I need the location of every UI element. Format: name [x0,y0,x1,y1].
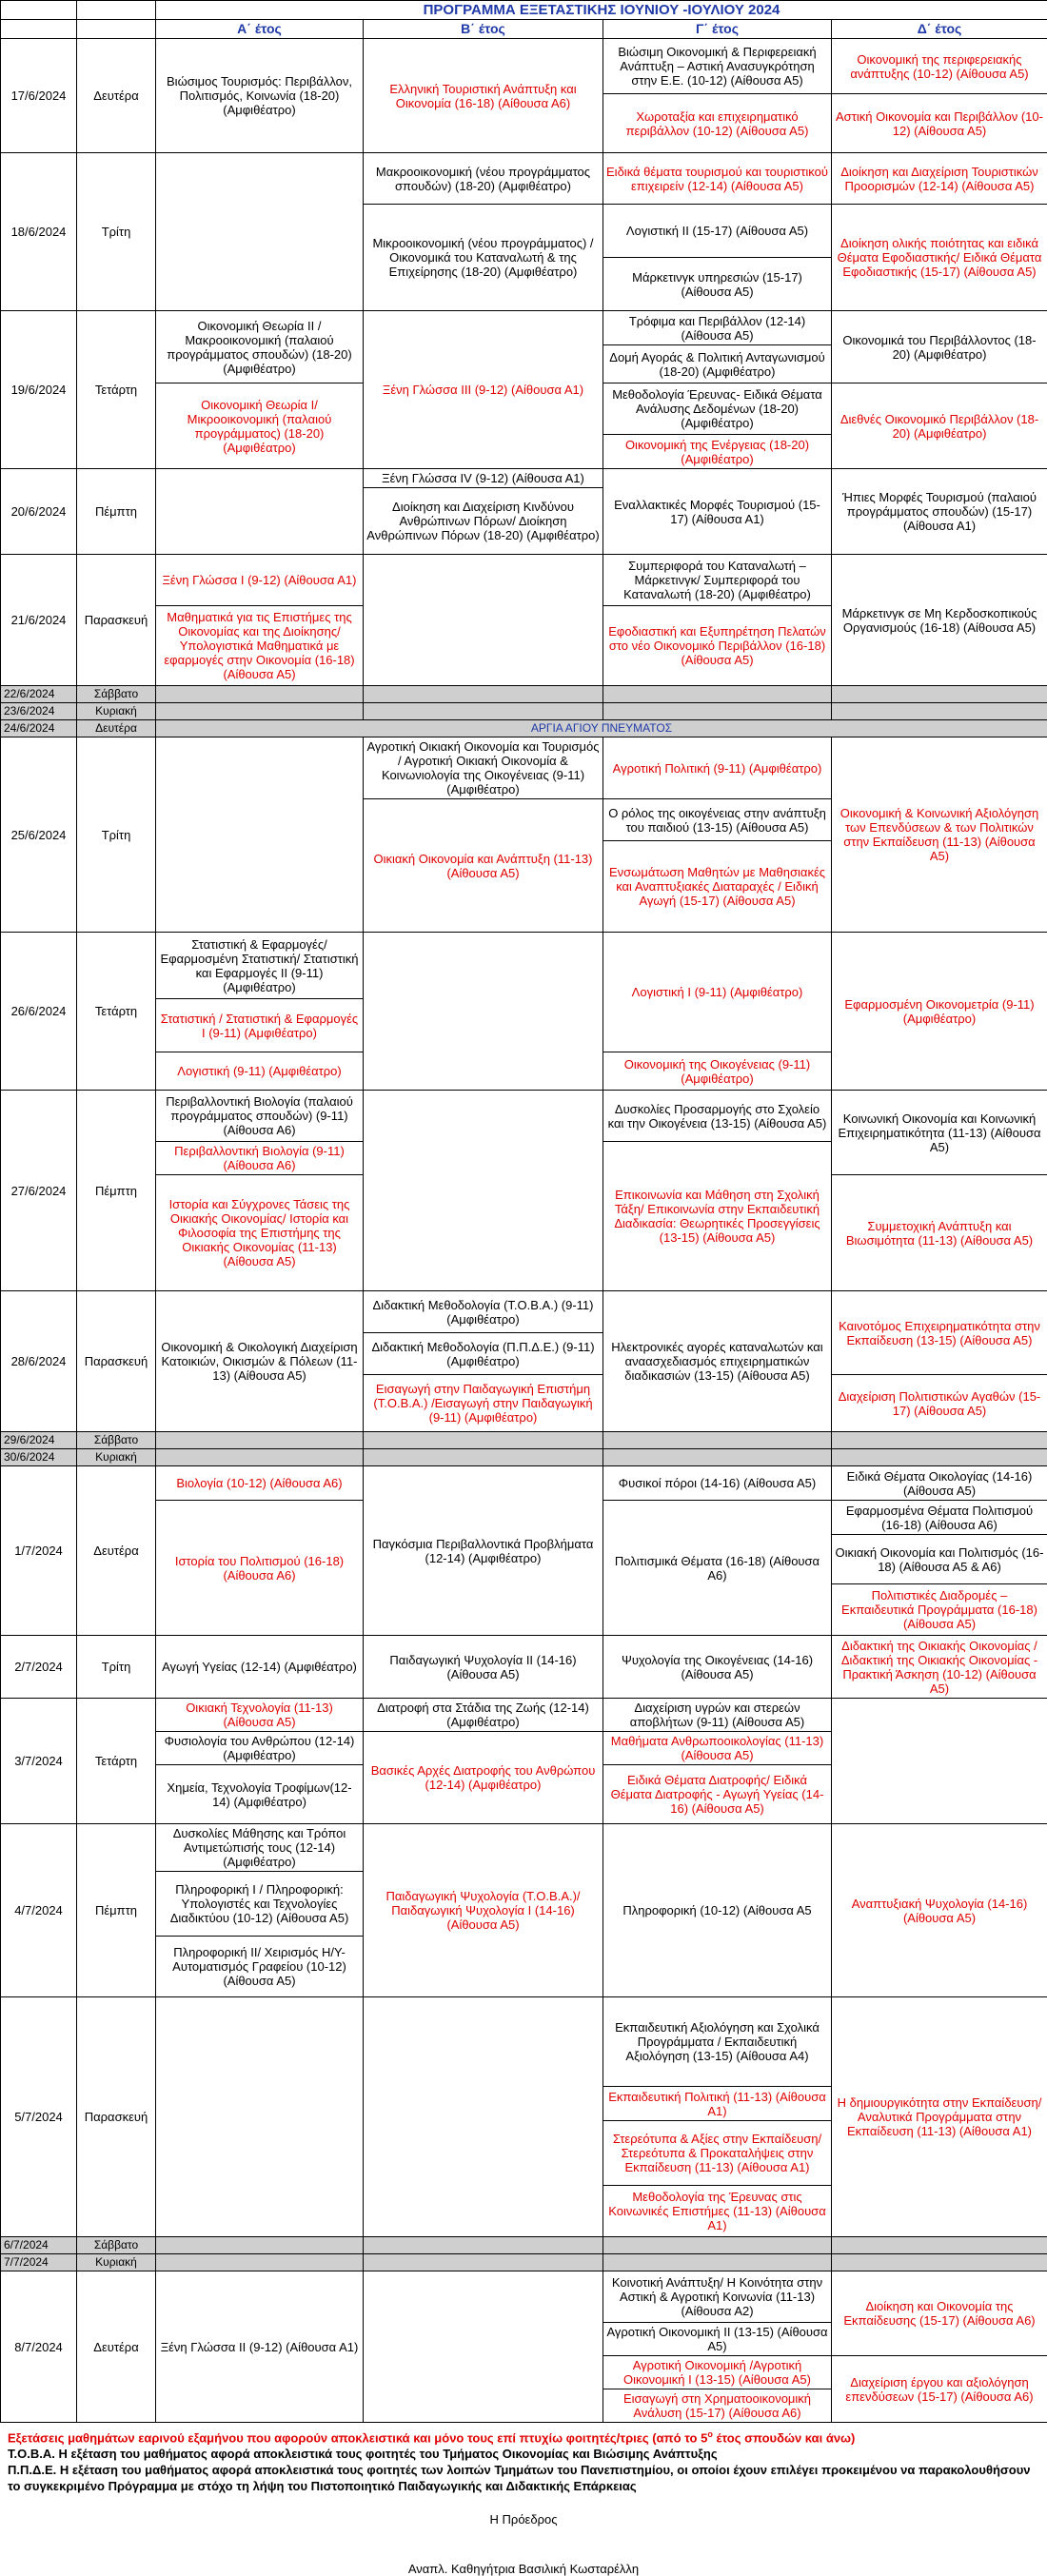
date-cell: 22/6/2024 [1,686,77,703]
exam-cell: Ιστορία του Πολιτισμού (16-18) (Αίθουσα Α6) [156,1501,364,1636]
exam-cell: Ειδικά θέματα τουρισμού και τουριστικού επιχειρείν (12-14) (Αίθουσα Α5) [603,153,832,205]
exam-cell: Αγροτική Οικονομική /Αγροτική Οικονομική Ι (13-15) (Αίθουσα Α5) [603,2356,832,2389]
exam-cell: Μαθηματικά για τις Επιστήμες της Οικονομίας και της Διοίκησης/ Υπολογιστικά Μαθηματικά με εφαρμογές στην Οικονομία (16-18) (Αίθουσα Α5) [156,606,364,686]
exam-cell: Ειδικά Θέματα Οικολογίας (14-16) (Αίθουσα Α5) [832,1466,1047,1501]
exam-cell: Οικονομική & Οικολογική Διαχείριση Κατοικιών, Οικισμών & Πόλεων (11-13) (Αίθουσα Α5) [156,1291,364,1432]
day-row [1,469,1047,488]
exam-cell: Οικονομική της Ενέργειας (18-20) (Αμφιθέατρο) [603,435,832,469]
exam-cell: Ξένη Γλώσσα ΙΙΙ (9-12) (Αίθουσα Α1) [364,311,603,469]
exam-cell: Εφαρμοσμένη Οικονομετρία (9-11) (Αμφιθέατρο) [832,933,1047,1091]
weekday-cell: Τετάρτη [77,933,156,1091]
date-cell: 29/6/2024 [1,1432,77,1449]
exam-cell: Αναπτυξιακή Ψυχολογία (14-16) (Αίθουσα Α5) [832,1824,1047,1997]
exam-cell: Διατροφή στα Στάδια της Ζωής (12-14) (Αμφιθέατρο) [364,1699,603,1732]
exam-cell: Εκπαιδευτική Πολιτική (11-13) (Αίθουσα Α1) [603,2087,832,2121]
exam-cell: Διδακτική Μεθοδολογία (Τ.Ο.Β.Α.) (9-11) (Αμφιθέατρο) [364,1291,603,1333]
exam-cell: Ειδικά Θέματα Διατροφής/ Ειδικά Θέματα Διατροφής - Αγωγή Υγείας (14-16) (Αίθουσα Α5) [603,1765,832,1824]
exam-cell: Παιδαγωγική Ψυχολογία ΙΙ (14-16) (Αίθουσα Α5) [364,1636,603,1699]
exam-cell: Αγωγή Υγείας (12-14) (Αμφιθέατρο) [156,1636,364,1699]
exam-cell: Οικονομικά του Περιβάλλοντος (18-20) (Αμφιθέατρο) [832,311,1047,383]
exam-cell: Πολιτιστικές Διαδρομές – Εκπαιδευτικά Προγράμματα (16-18) (Αίθουσα Α5) [832,1584,1047,1636]
weekend-row [1,1432,1047,1449]
exam-cell: Ξένη Γλώσσα IV (9-12) (Αίθουσα Α1) [364,469,603,488]
day-row [1,1824,1047,1872]
exam-cell: Συμμετοχική Ανάπτυξη και Βιωσιμότητα (11-13) (Αίθουσα Α5) [832,1175,1047,1291]
exam-cell: Εισαγωγή στη Χρηματοοικονομική Ανάλυση (15-17) (Αίθουσα Α6) [603,2389,832,2423]
day-row [1,1091,1047,1142]
day-row [1,1699,1047,1732]
exam-cell: Ελληνική Τουριστική Ανάπτυξη και Οικονομία (16-18) (Αίθουσα Α6) [364,39,603,153]
exam-cell: Διαχείριση έργου και αξιολόγηση επενδύσεων (15-17) (Αίθουσα Α6) [832,2356,1047,2423]
weekday-cell: Τετάρτη [77,311,156,469]
date-cell: 4/7/2024 [1,1824,77,1997]
exam-cell: Οικονομική & Κοινωνική Αξιολόγηση των Επενδύσεων & των Πολιτικών στην Εκπαίδευση (11-13) (Αίθουσα Α5) [832,737,1047,933]
exam-cell: Φυσικοί πόροι (14-16) (Αίθουσα Α5) [603,1466,832,1501]
exam-cell: Βιώσιμος Τουρισμός: Περιβάλλον, Πολιτισμός, Κοινωνία (18-20) (Αμφιθέατρο) [156,39,364,153]
date-cell: 2/7/2024 [1,1636,77,1699]
exam-cell: Συμπεριφορά του Καταναλωτή – Μάρκετινγκ/ Συμπεριφορά του Καταναλωτή (18-20) (Αμφιθέατρο) [603,555,832,606]
page-title: ΠΡΟΓΡΑΜΜΑ ΕΞΕΤΑΣΤΙΚΗΣ ΙΟΥΝΙΟΥ -ΙΟΥΛΙΟΥ 2024 [156,1,1047,20]
exam-cell: Αγροτική Οικονομική ΙΙ (13-15) (Αίθουσα Α5) [603,2323,832,2356]
exam-cell: Λογιστική (9-11) (Αμφιθέατρο) [156,1052,364,1091]
weekday-cell: Κυριακή [77,2254,156,2271]
exam-cell: Φυσιολογία του Ανθρώπου (12-14) (Αμφιθέατρο) [156,1732,364,1765]
exam-cell: Διοίκηση και Διαχείριση Κινδύνου Ανθρώπινων Πόρων/ Διοίκηση Ανθρώπινων Πόρων (18-20) (Αμφιθέατρο) [364,488,603,555]
date-cell: 6/7/2024 [1,2237,77,2254]
exam-cell: Βιολογία (10-12) (Αίθουσα Α6) [156,1466,364,1501]
weekday-cell: Σάββατο [77,2237,156,2254]
exam-cell: Διοίκηση ολικής ποιότητας και ειδικά Θέματα Εφοδιαστικής/ Ειδικά Θέματα Εφοδιαστικής (15-17) (Αίθουσα Α5) [832,205,1047,311]
weekend-row [1,686,1047,703]
exam-cell: Παγκόσμια Περιβαλλοντικά Προβλήματα (12-14) (Αμφιθέατρο) [364,1466,603,1636]
weekday-cell: Δευτέρα [77,1466,156,1636]
exam-cell: Ψυχολογία της Οικογένειας (14-16) (Αίθουσα Α5) [603,1636,832,1699]
exam-cell: Ενσωμάτωση Μαθητών με Μαθησιακές και Αναπτυξιακές Διαταραχές / Ειδική Αγωγή (15-17) (Αίθουσα Α5) [603,841,832,933]
day-row [1,2271,1047,2323]
date-cell: 8/7/2024 [1,2271,77,2423]
weekend-row [1,703,1047,720]
exam-cell: Πληροφορική ΙΙ/ Χειρισμός Η/Υ-Αυτοματισμός Γραφείου (10-12) (Αίθουσα Α5) [156,1937,364,1997]
exam-cell: Διαχείριση Πολιτιστικών Αγαθών (15-17) (Αίθουσα Α5) [832,1375,1047,1432]
exam-cell: Οικιακή Τεχνολογία (11-13) (Αίθουσα Α5) [156,1699,364,1732]
weekday-cell: Πέμπτη [77,1091,156,1291]
exam-cell: Αστική Οικονομία και Περιβάλλον (10-12) (Αίθουσα Α5) [832,94,1047,153]
exam-cell: Εισαγωγή στην Παιδαγωγική Επιστήμη (Τ.Ο.Β.Α.) /Εισαγωγή στην Παιδαγωγική (9-11) (Αμφιθέατρο) [364,1375,603,1432]
day-row [1,737,1047,799]
exam-cell: Οικιακή Οικονομία και Πολιτισμός (16-18) (Αίθουσα Α5 & Α6) [832,1535,1047,1584]
date-cell: 28/6/2024 [1,1291,77,1432]
date-cell: 24/6/2024 [1,720,77,737]
exam-cell: Πληροφορική (10-12) (Αίθουσα Α5 [603,1824,832,1997]
exam-cell: Επικοινωνία και Μάθηση στη Σχολική Τάξη/ Επικοινωνία στην Εκπαιδευτική Διαδικασία: Θεωρητικές Προσεγγίσεις (13-15) (Αίθουσα Α5) [603,1142,832,1291]
footnote-ppde: Π.Π.Δ.Ε. Η εξέταση του μαθήματος αφορά αποκλειστικά τους φοιτητές των λοιπών Τμημάτων του Πανεπιστημίου, οι οποίοι έχουν επιλέγει προκειμένου να παρακολουθήσουν το συγκεκριμένο Πρόγραμμα με στόχο τη λήψη του Πιστοποιητικό Παιδαγωγικής και Διδακτικής Επάρκειας [8,2462,1039,2494]
exam-cell: Μεθοδολογία Έρευνας- Ειδικά Θέματα Ανάλυσης Δεδομένων (18-20) (Αμφιθέατρο) [603,383,832,435]
exam-cell: Μακροοικονομική (νέου προγράμματος σπουδών) (18-20) (Αμφιθέατρο) [364,153,603,205]
day-row [1,153,1047,205]
exam-cell: Καινοτόμος Επιχειρηματικότητα στην Εκπαίδευση (13-15) (Αίθουσα Α5) [832,1291,1047,1375]
date-cell: 30/6/2024 [1,1449,77,1466]
exam-cell: Περιβαλλοντική Βιολογία (παλαιού προγράμματος σπουδών) (9-11) (Αίθουσα Α6) [156,1091,364,1142]
exam-cell: Μικροοικονομική (νέου προγράμματος) / Οικονομικά του Καταναλωτή & της Επιχείρησης (18-20) (Αμφιθέατρο) [364,205,603,311]
footnotes [0,2423,1047,2494]
exam-cell: Εφαρμοσμένα Θέματα Πολιτισμού (16-18) (Αίθουσα Α6) [832,1501,1047,1535]
exam-cell: Εφοδιαστική και Εξυπηρέτηση Πελατών στο νέο Οικονομικό Περιβάλλον (16-18) (Αίθουσα Α5) [603,606,832,686]
weekday-cell: Τρίτη [77,1636,156,1699]
exam-cell: Μεθοδολογία της Έρευνας στις Κοινωνικές Επιστήμες (11-13) (Αίθουσα Α1) [603,2186,832,2237]
weekday-cell: Παρασκευή [77,555,156,686]
exam-cell: Οικιακή Οικονομία και Ανάπτυξη (11-13) (Αίθουσα Α5) [364,799,603,933]
weekday-cell: Σάββατο [77,1432,156,1449]
weekday-cell: Πέμπτη [77,1824,156,1997]
exam-cell: Αγροτική Πολιτική (9-11) (Αμφιθέατρο) [603,737,832,799]
date-cell: 19/6/2024 [1,311,77,469]
footnote-late-students: Εξετάσεις μαθημάτων εαρινού εξαμήνου που αφορούν αποκλειστικά και μόνο τους επί πτυχίω φοιτητές/τριες (από το $5^o$ έτος σπουδών και άνω) [8,2427,1039,2446]
day-row [1,1636,1047,1699]
exam-cell: Ιστορία και Σύγχρονες Τάσεις της Οικιακής Οικονομίας/ Ιστορία και Φιλοσοφία της Επιστήμης της Οικιακής Οικονομίας (11-13) (Αίθουσα Α5) [156,1175,364,1291]
year-header: Β΄ έτος [364,20,603,39]
day-row [1,39,1047,94]
weekday-cell: Κυριακή [77,703,156,720]
exam-cell: Παιδαγωγική Ψυχολογία (Τ.Ο.Β.Α.)/ Παιδαγωγική Ψυχολογία Ι (14-16) (Αίθουσα Α5) [364,1824,603,1997]
exam-cell: Λογιστική Ι (9-11) (Αμφιθέατρο) [603,933,832,1052]
weekday-cell: Τρίτη [77,153,156,311]
exam-cell: Διδακτική Μεθοδολογία (Π.Π.Δ.Ε.) (9-11) (Αμφιθέατρο) [364,1333,603,1375]
exam-cell: Δυσκολίες Μάθησης και Τρόποι Αντιμετώπισής τους (12-14) (Αμφιθέατρο) [156,1824,364,1872]
day-row [1,555,1047,606]
holiday-label: ΑΡΓΙΑ ΑΓΙΟΥ ΠΝΕΥΜΑΤΟΣ [156,720,1047,737]
exam-cell: Ο ρόλος της οικογένειας στην ανάπτυξη του παιδιού (13-15) (Αίθουσα Α5) [603,799,832,841]
exam-cell: Μαθήματα Ανθρωποοικολογίας (11-13) (Αίθουσα Α5) [603,1732,832,1765]
date-cell: 23/6/2024 [1,703,77,720]
exam-cell: Διοίκηση και Διαχείριση Τουριστικών Προορισμών (12-14) (Αίθουσα Α5) [832,153,1047,205]
date-cell: 7/7/2024 [1,2254,77,2271]
date-cell: 20/6/2024 [1,469,77,555]
weekday-cell: Πέμπτη [77,469,156,555]
exam-cell: Αγροτική Οικιακή Οικονομία και Τουρισμός / Αγροτική Οικιακή Οικονομία & Κοινωνιολογία της Οικογένειας (9-11) (Αμφιθέατρο) [364,737,603,799]
weekday-cell: Παρασκευή [77,1291,156,1432]
exam-cell: Χωροταξία και επιχειρηματικό περιβάλλον (10-12) (Αίθουσα Α5) [603,94,832,153]
exam-cell: Λογιστική ΙΙ (15-17) (Αίθουσα Α5) [603,205,832,258]
weekend-row [1,2254,1047,2271]
exam-cell: Διαχείριση υγρών και στερεών αποβλήτων (9-11) (Αίθουσα Α5) [603,1699,832,1732]
weekday-cell: Τρίτη [77,737,156,933]
day-row [1,1466,1047,1501]
exam-cell: Μάρκετινγκ υπηρεσιών (15-17) (Αίθουσα Α5) [603,258,832,311]
exam-cell: Οικονομική Θεωρία ΙΙ /Μακροοικονομική (παλαιού προγράμματος σπουδών) (18-20) (Αμφιθέατρο) [156,311,364,383]
day-row [1,933,1047,999]
exam-cell: Στατιστική / Στατιστική & Εφαρμογές Ι (9-11) (Αμφιθέατρο) [156,999,364,1052]
exam-cell: Οικονομική Θεωρία Ι/ Μικροοικονομική (παλαιού προγράμματος) (18-20) (Αμφιθέατρο) [156,383,364,469]
exam-cell: Οικονομική της Οικογένειας (9-11) (Αμφιθέατρο) [603,1052,832,1091]
day-row [1,311,1047,345]
date-cell: 5/7/2024 [1,1997,77,2237]
weekend-row [1,2237,1047,2254]
exam-cell: Η δημιουργικότητα στην Εκπαίδευση/ Αναλυτικά Προγράμματα στην Εκπαίδευση (11-13) (Αίθουσα Α1) [832,1997,1047,2237]
weekday-cell: Τετάρτη [77,1699,156,1824]
exam-cell: Βασικές Αρχές Διατροφής του Ανθρώπου (12-14) (Αμφιθέατρο) [364,1732,603,1824]
weekday-cell: Παρασκευή [77,1997,156,2237]
exam-cell: Εναλλακτικές Μορφές Τουρισμού (15-17) (Αίθουσα Α1) [603,469,832,555]
exam-cell: Κοινωνική Οικονομία και Κοινωνική Επιχειρηματικότητα (11-13) (Αίθουσα Α5) [832,1091,1047,1175]
exam-cell: Τρόφιμα και Περιβάλλον (12-14) (Αίθουσα Α5) [603,311,832,345]
exam-cell: Κοινοτική Ανάπτυξη/ Η Κοινότητα στην Αστική & Αγροτική Κοινωνία (11-13) (Αίθουσα Α2) [603,2271,832,2323]
exam-cell: Δομή Αγοράς & Πολιτική Ανταγωνισμού (18-20) (Αμφιθέατρο) [603,345,832,383]
weekday-cell: Κυριακή [77,1449,156,1466]
exam-cell: Διδακτική της Οικιακής Οικονομίας / Διδακτική της Οικιακής Οικονομίας - Πρακτική Άσκηση (10-12) (Αίθουσα Α5) [832,1636,1047,1699]
date-cell: 3/7/2024 [1,1699,77,1824]
holiday-row [1,720,1047,737]
day-row [1,1291,1047,1333]
weekend-row [1,1449,1047,1466]
date-cell: 18/6/2024 [1,153,77,311]
weekday-cell: Δευτέρα [77,2271,156,2423]
weekday-cell: Δευτέρα [77,720,156,737]
exam-cell: Περιβαλλοντική Βιολογία (9-11) (Αίθουσα Α6) [156,1142,364,1175]
date-cell: 26/6/2024 [1,933,77,1091]
date-cell: 1/7/2024 [1,1466,77,1636]
signature-name: Αναπλ. Καθηγήτρια Βασιλική Κωσταρέλλη [0,2562,1047,2576]
exam-cell: Ξένη Γλώσσα ΙΙ (9-12) (Αίθουσα Α1) [156,2271,364,2423]
year-header: Γ΄ έτος [603,20,832,39]
exam-cell: Ξένη Γλώσσα Ι (9-12) (Αίθουσα Α1) [156,555,364,606]
footnote-toba: Τ.Ο.Β.Α. Η εξέταση του μαθήματος αφορά αποκλειστικά τους φοιτητές του Τμήματος Οικονομίας και Βιώσιμης Ανάπτυξης [8,2446,1039,2462]
weekday-cell: Δευτέρα [77,39,156,153]
exam-cell: Χημεία, Τεχνολογία Τροφίμων(12-14) (Αμφιθέατρο) [156,1765,364,1824]
exam-cell: Στατιστική & Εφαρμογές/ Εφαρμοσμένη Στατιστική/ Στατιστική και Εφαρμογές ΙΙ (9-11) (Αμφιθέατρο) [156,933,364,999]
day-row [1,1997,1047,2087]
date-cell: 25/6/2024 [1,737,77,933]
exam-cell: Ήπιες Μορφές Τουρισμού (παλαιού προγράμματος σπουδών) (15-17) (Αίθουσα Α1) [832,469,1047,555]
exam-cell: Διεθνές Οικονομικό Περιβάλλον (18-20) (Αμφιθέατρο) [832,383,1047,469]
exam-cell: Δυσκολίες Προσαρμογής στο Σχολείο και την Οικογένεια (13-15) (Αίθουσα Α5) [603,1091,832,1142]
signature-role: Η Πρόεδρος [0,2511,1047,2527]
header-row [1,20,1047,39]
exam-cell: Πολιτισμικά Θέματα (16-18) (Αίθουσα Α6) [603,1501,832,1636]
exam-cell: Ηλεκτρονικές αγορές καταναλωτών και αναασχεδιασμός επιχειρηματικών διαδικασιών (13-15) (Αίθουσα Α5) [603,1291,832,1432]
date-cell: 27/6/2024 [1,1091,77,1291]
date-cell: 17/6/2024 [1,39,77,153]
date-cell: 21/6/2024 [1,555,77,686]
exam-cell: Βιώσιμη Οικονομική & Περιφερειακή Ανάπτυξη – Αστική Ανασυγκρότηση στην Ε.Ε. (10-12) (Αίθουσα Α5) [603,39,832,94]
exam-cell: Μάρκετινγκ σε Μη Κερδοσκοπικούς Οργανισμούς (16-18) (Αίθουσα Α5) [832,555,1047,686]
weekday-cell: Σάββατο [77,686,156,703]
exam-cell: Οικονομική της περιφερειακής ανάπτυξης (10-12) (Αίθουσα Α5) [832,39,1047,94]
exam-cell: Εκπαιδευτική Αξιολόγηση και Σχολικά Προγράμματα / Εκπαιδευτική Αξιολόγηση (13-15) (Αίθουσα Α4) [603,1997,832,2087]
exam-cell: Διοίκηση και Οικονομία της Εκπαίδευσης (15-17) (Αίθουσα Α6) [832,2271,1047,2356]
year-header: Α΄ έτος [156,20,364,39]
exam-cell: Πληροφορική Ι / Πληροφορική: Υπολογιστές και Τεχνολογίες Διαδικτύου (10-12) (Αίθουσα Α5) [156,1872,364,1937]
year-header: Δ΄ έτος [832,20,1047,39]
exam-cell: Στερεότυπα & Αξίες στην Εκπαίδευση/ Στερεότυπα & Προκαταλήψεις στην Εκπαίδευση (11-13) (Αίθουσα Α1) [603,2121,832,2186]
